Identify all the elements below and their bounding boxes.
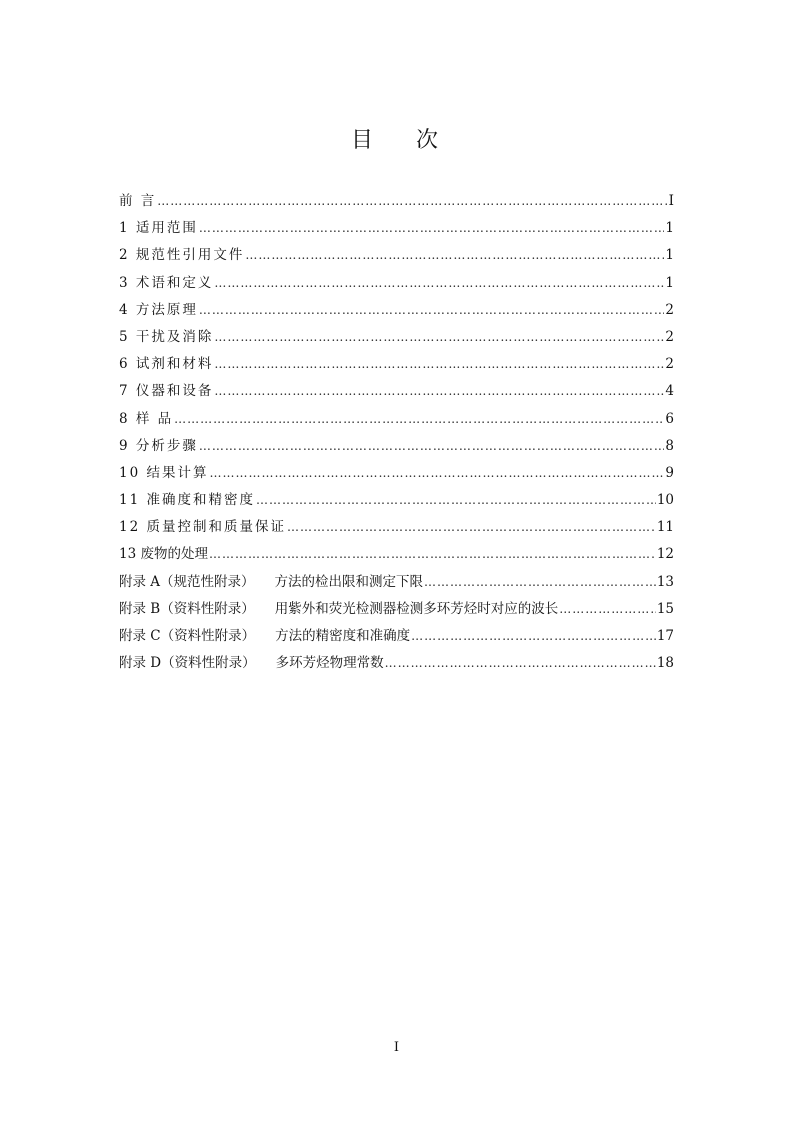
toc-entry-9[interactable] [119,433,674,460]
toc-entry-label: 12 质量控制和质量保证 [119,519,286,536]
toc-entry-label: 11 准确度和精密度 [119,492,255,509]
toc-dot-leader [424,569,656,596]
toc-entry-12[interactable] [119,514,674,541]
toc-entry-label: 9 分析步骤 [119,437,198,454]
toc-entry-8[interactable] [119,406,674,433]
toc-entry-page: 12 [656,546,674,563]
toc-dot-leader [245,242,664,269]
toc-entry-label: 4 方法原理 [119,301,198,318]
annex-title: 用紫外和荧光检测器检测多环芳烃时对应的波长 [274,600,559,617]
annex-label: 附录 D（资料性附录） [119,655,256,672]
toc-entry-page: 1 [665,220,674,237]
toc-annex-c[interactable] [119,623,674,650]
toc-entry-label: 2 规范性引用文件 [119,247,245,264]
toc-entry-label: 6 试剂和材料 [119,356,214,373]
toc-dot-leader [157,188,667,215]
toc-entry-page: 1 [665,274,674,291]
toc-dot-leader [199,215,665,242]
toc-dot-leader [385,650,656,677]
annex-label: 附录 C（资料性附录） [119,628,256,644]
toc-entry-page: 1 [665,247,674,264]
toc-entry-label: 13 废物的处理 [119,546,208,563]
toc-dot-leader [214,324,664,351]
toc-dot-leader [209,541,656,568]
annex-label: 附录 B（资料性附录） [119,600,255,617]
toc-entry-page: 10 [656,492,674,509]
toc-entry-label: 3 术语和定义 [119,274,214,291]
toc-entry-page: 4 [665,383,674,400]
annex-title: 方法的检出限和测定下限 [274,573,424,590]
toc-entry-2[interactable] [119,242,674,269]
annex-title: 方法的精密度和准确度 [275,628,411,644]
toc-annex-b[interactable] [119,596,674,623]
annex-page: 17 [656,628,674,644]
toc-entry-7[interactable] [119,378,674,405]
toc-dot-leader [256,487,656,514]
toc-entry-page: 2 [665,356,674,373]
toc-entry-label: 1 适用范围 [119,220,198,237]
toc-entry-1[interactable] [119,215,674,242]
toc-entry-3[interactable] [119,270,674,297]
page-title: 目 次 [351,128,456,153]
toc-entry-6[interactable] [119,351,674,378]
toc-entry-13[interactable] [119,541,674,568]
annex-label: 附录 A（规范性附录） [119,573,255,590]
toc-annex-d[interactable] [119,650,674,677]
toc-dot-leader [411,623,656,650]
toc-dot-leader [199,297,665,324]
toc-entry-page: 6 [665,410,674,427]
toc-entry-page: 2 [665,328,674,345]
toc-entry-5[interactable] [119,324,674,351]
toc-dot-leader [214,351,664,378]
toc-entry-label: 7 仪器和设备 [119,383,214,400]
toc-dot-leader [559,596,656,623]
page-number: I [393,1040,400,1055]
toc-entry-page: 11 [656,519,674,536]
toc-entry-11[interactable] [119,487,674,514]
annex-page: 15 [656,600,674,617]
toc-entry-page: 9 [665,464,674,481]
toc-entry-page: 2 [665,301,674,318]
table-of-contents [119,188,674,677]
toc-dot-leader [199,433,665,460]
toc-entry-label: 前 言 [119,193,157,209]
toc-entry-page: I [668,193,674,209]
annex-title: 多环芳烃物理常数 [275,655,384,672]
toc-entry-label: 10 结果计算 [119,464,209,481]
toc-dot-leader [209,460,664,487]
toc-entry-10[interactable] [119,460,674,487]
toc-entry-label: 5 干扰及消除 [119,328,214,345]
annex-page: 13 [656,573,674,590]
toc-entry-4[interactable] [119,297,674,324]
toc-dot-leader [174,406,664,433]
toc-dot-leader [214,378,664,405]
toc-annex-a[interactable] [119,569,674,596]
toc-entry-foreword[interactable] [119,188,674,215]
toc-dot-leader [287,514,656,541]
annex-page: 18 [656,655,674,672]
toc-entry-page: 8 [665,437,674,454]
toc-dot-leader [214,270,664,297]
toc-entry-label: 8 样 品 [119,410,174,427]
